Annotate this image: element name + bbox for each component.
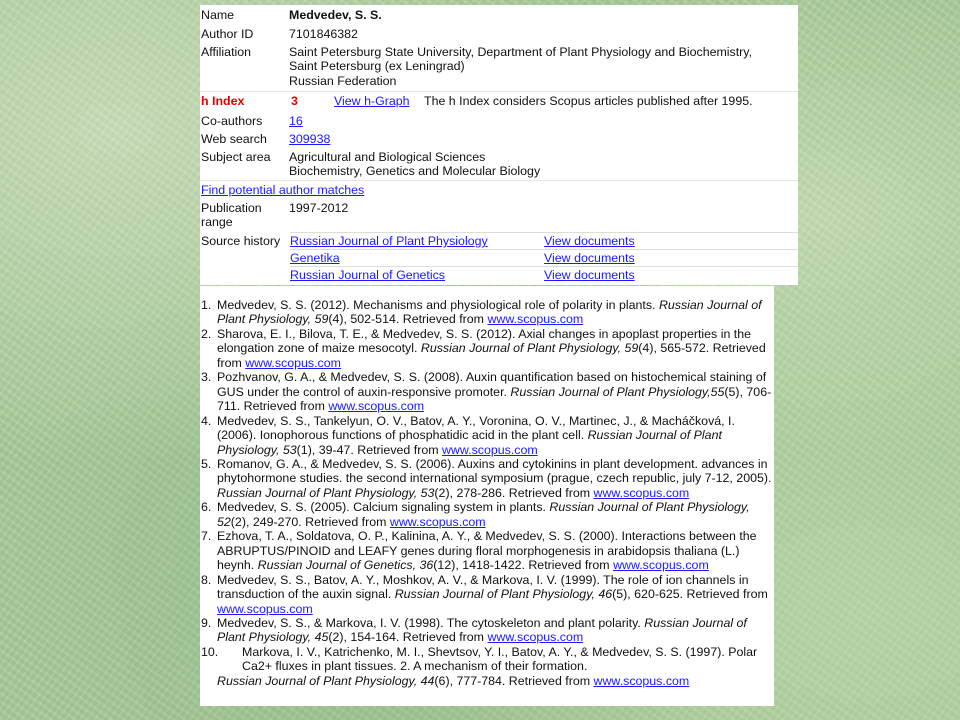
scopus-link[interactable]: www.scopus.com	[613, 558, 709, 573]
affiliation-line: Russian Federation	[289, 73, 397, 88]
publication-range-label-line: Publication	[201, 201, 262, 215]
h-index-label: h Index	[201, 94, 245, 108]
scopus-link[interactable]: www.scopus.com	[245, 355, 341, 370]
reference-item	[200, 457, 774, 500]
scopus-link[interactable]: www.scopus.com	[328, 399, 425, 414]
scopus-link[interactable]: www.scopus.com	[593, 485, 690, 500]
affiliation-line: Saint Petersburg (ex Leningrad)	[289, 59, 465, 74]
reference-number: 5.	[201, 456, 212, 471]
reference-details: (1), 39-47. Retrieved from	[296, 442, 442, 457]
affiliation-line: Saint Petersburg State University, Department of Plant Physiology and Biochemistry,	[289, 45, 753, 59]
reference-journal: Russian Journal of Plant Physiology,55	[510, 384, 725, 399]
author-name: Medvedev, S. S.	[289, 8, 382, 22]
scopus-link[interactable]: www.scopus.com	[593, 673, 690, 688]
subject-area-label: Subject area	[201, 150, 271, 164]
scopus-link[interactable]: www.scopus.com	[487, 312, 584, 327]
coauthors-link[interactable]: 16	[289, 114, 303, 128]
reference-journal: Russian Journal of Plant Physiology, 46	[394, 587, 613, 602]
affiliation-label: Affiliation	[201, 45, 252, 59]
reference-text: Medvedev, S. S. (2012). Mechanisms and physiological role of polarity in plants.	[217, 298, 659, 312]
divider	[200, 91, 798, 92]
source-history-label: Source history	[201, 234, 281, 248]
reference-number: 9.	[201, 615, 212, 630]
find-author-matches-link[interactable]: Find potential author matches	[201, 183, 365, 197]
reference-item	[200, 529, 774, 572]
reference-details: (4), 565-572. Retrieved from	[217, 341, 766, 370]
affiliation-value	[289, 45, 794, 88]
source-journal-link[interactable]: Genetika	[290, 251, 340, 265]
reference-number: 4.	[201, 413, 212, 428]
reference-details: (2), 154-164. Retrieved from	[328, 630, 488, 645]
reference-number: 8.	[201, 572, 212, 587]
reference-item	[200, 414, 774, 457]
reference-details: (12), 1418-1422. Retrieved from	[433, 558, 614, 573]
reference-number: 2.	[201, 326, 212, 341]
scopus-link[interactable]: www.scopus.com	[487, 630, 584, 645]
name-label: Name	[201, 8, 235, 22]
web-search-link[interactable]: 309938	[289, 132, 331, 146]
subject-area-value	[289, 150, 794, 179]
reference-journal: Russian Journal of Plant Physiology, 53	[217, 428, 722, 457]
publication-range-label-line: range	[201, 215, 233, 230]
view-documents-link[interactable]: View documents	[544, 268, 635, 282]
coauthors-label: Co-authors	[201, 114, 263, 128]
source-row	[290, 249, 798, 267]
reference-number: 7.	[201, 529, 212, 544]
reference-text: Pozhvanov, G. A., & Medvedev, S. S. (2008). Auxin quantification based on histochemical staining of GUS under the control of auxin-responsive promoter.	[217, 370, 767, 399]
reference-item	[200, 616, 774, 645]
reference-journal: Russian Journal of Plant Physiology, 45	[217, 615, 747, 645]
reference-text: Romanov, G. A., & Medvedev, S. S. (2006). Auxins and cytokinins in plant development. advances in phytohormone studies. the second international symposium (prague, czech republic, july 7-12, 2005).	[217, 456, 772, 486]
reference-text: Medvedev, S. S. (2005). Calcium signaling system in plants.	[217, 500, 550, 515]
source-row	[290, 266, 798, 284]
scopus-link[interactable]: www.scopus.com	[217, 601, 313, 616]
reference-item	[200, 298, 774, 327]
reference-list	[200, 286, 774, 688]
reference-journal: Russian Journal of Plant Physiology, 53	[217, 485, 435, 500]
publication-range-value: 1997-2012	[289, 201, 349, 215]
source-journal-link[interactable]: Russian Journal of Plant Physiology	[290, 234, 488, 248]
reference-journal: Russian Journal of Genetics, 36	[257, 558, 434, 573]
reference-item	[200, 645, 774, 688]
reference-journal: Russian Journal of Plant Physiology, 52	[217, 500, 750, 529]
scopus-link[interactable]: www.scopus.com	[441, 442, 538, 457]
reference-details: (2), 278-286. Retrieved from	[434, 485, 594, 500]
reference-list-panel	[200, 286, 774, 706]
reference-text: Sharova, E. I., Bilova, T. E., & Medvedev, S. S. (2012). Axial changes in apoplast properties in the elongation zone of maize mesocotyl.	[217, 326, 752, 356]
view-h-graph-link[interactable]: View h-Graph	[334, 94, 410, 108]
reference-journal: Russian Journal of Plant Physiology, 59	[217, 298, 762, 327]
reference-item	[200, 573, 774, 616]
reference-details: (4), 502-514. Retrieved from	[328, 312, 488, 327]
reference-item	[200, 500, 774, 529]
reference-text: Medvedev, S. S., Tankelyun, O. V., Batov, A. Y., Voronina, O. V., Martinec, J., & Macháčková, I. (2006). Ionophorous functions of phosphatidic acid in the plant cell.	[217, 413, 735, 443]
source-row	[290, 232, 798, 250]
view-documents-link[interactable]: View documents	[544, 234, 635, 248]
reference-number: 3.	[201, 370, 212, 385]
reference-text: Markova, I. V., Katrichenko, M. I., Shevtsov, Y. I., Batov, A. Y., & Medvedev, S. S. (1997). Polar Ca2+ fluxes in plant tissues. 2. A mechanism of their formation.	[242, 644, 758, 674]
reference-number: 6.	[201, 500, 212, 515]
author-id-value: 7101846382	[289, 27, 358, 41]
web-search-label: Web search	[201, 132, 267, 146]
reference-details: (6), 777-784. Retrieved from	[434, 673, 594, 688]
reference-text: Medvedev, S. S., Batov, A. Y., Moshkov, A. V., & Markova, I. V. (1999). The role of ion channels in transduction of the auxin signal.	[217, 572, 749, 602]
view-documents-link[interactable]: View documents	[544, 251, 635, 265]
scopus-link[interactable]: www.scopus.com	[389, 514, 486, 529]
reference-item	[200, 370, 774, 413]
publication-range-label	[201, 201, 287, 230]
reference-number: 10.	[201, 644, 219, 659]
author-id-label: Author ID	[201, 27, 254, 41]
source-journal-link[interactable]: Russian Journal of Genetics	[290, 268, 445, 282]
divider	[200, 180, 798, 181]
author-profile-table	[200, 5, 798, 285]
h-index-note: The h Index considers Scopus articles published after 1995.	[424, 94, 753, 108]
subject-area-line: Biochemistry, Genetics and Molecular Biology	[289, 164, 541, 179]
reference-item	[200, 327, 774, 370]
reference-journal: Russian Journal of Plant Physiology, 59	[420, 341, 639, 356]
reference-number: 1.	[201, 298, 212, 312]
reference-journal: Russian Journal of Plant Physiology, 44	[217, 673, 435, 688]
reference-details: (5), 706-711. Retrieved from	[217, 384, 772, 414]
reference-details: (2), 249-270. Retrieved from	[230, 514, 390, 529]
h-index-value: 3	[291, 94, 298, 108]
reference-text: Ezhova, T. A., Soldatova, O. P., Kalinina, A. Y., & Medvedev, S. S. (2000). Interactions between the ABRUPTUS/PINOID and LEAFY genes during floral morphogenesis in arabidopsis thaliana (L.) heynh.	[217, 529, 757, 573]
subject-area-line: Agricultural and Biological Sciences	[289, 150, 486, 164]
reference-details: (5), 620-625. Retrieved from	[612, 587, 768, 602]
reference-text: Medvedev, S. S., & Markova, I. V. (1998). The cytoskeleton and plant polarity.	[217, 615, 645, 630]
